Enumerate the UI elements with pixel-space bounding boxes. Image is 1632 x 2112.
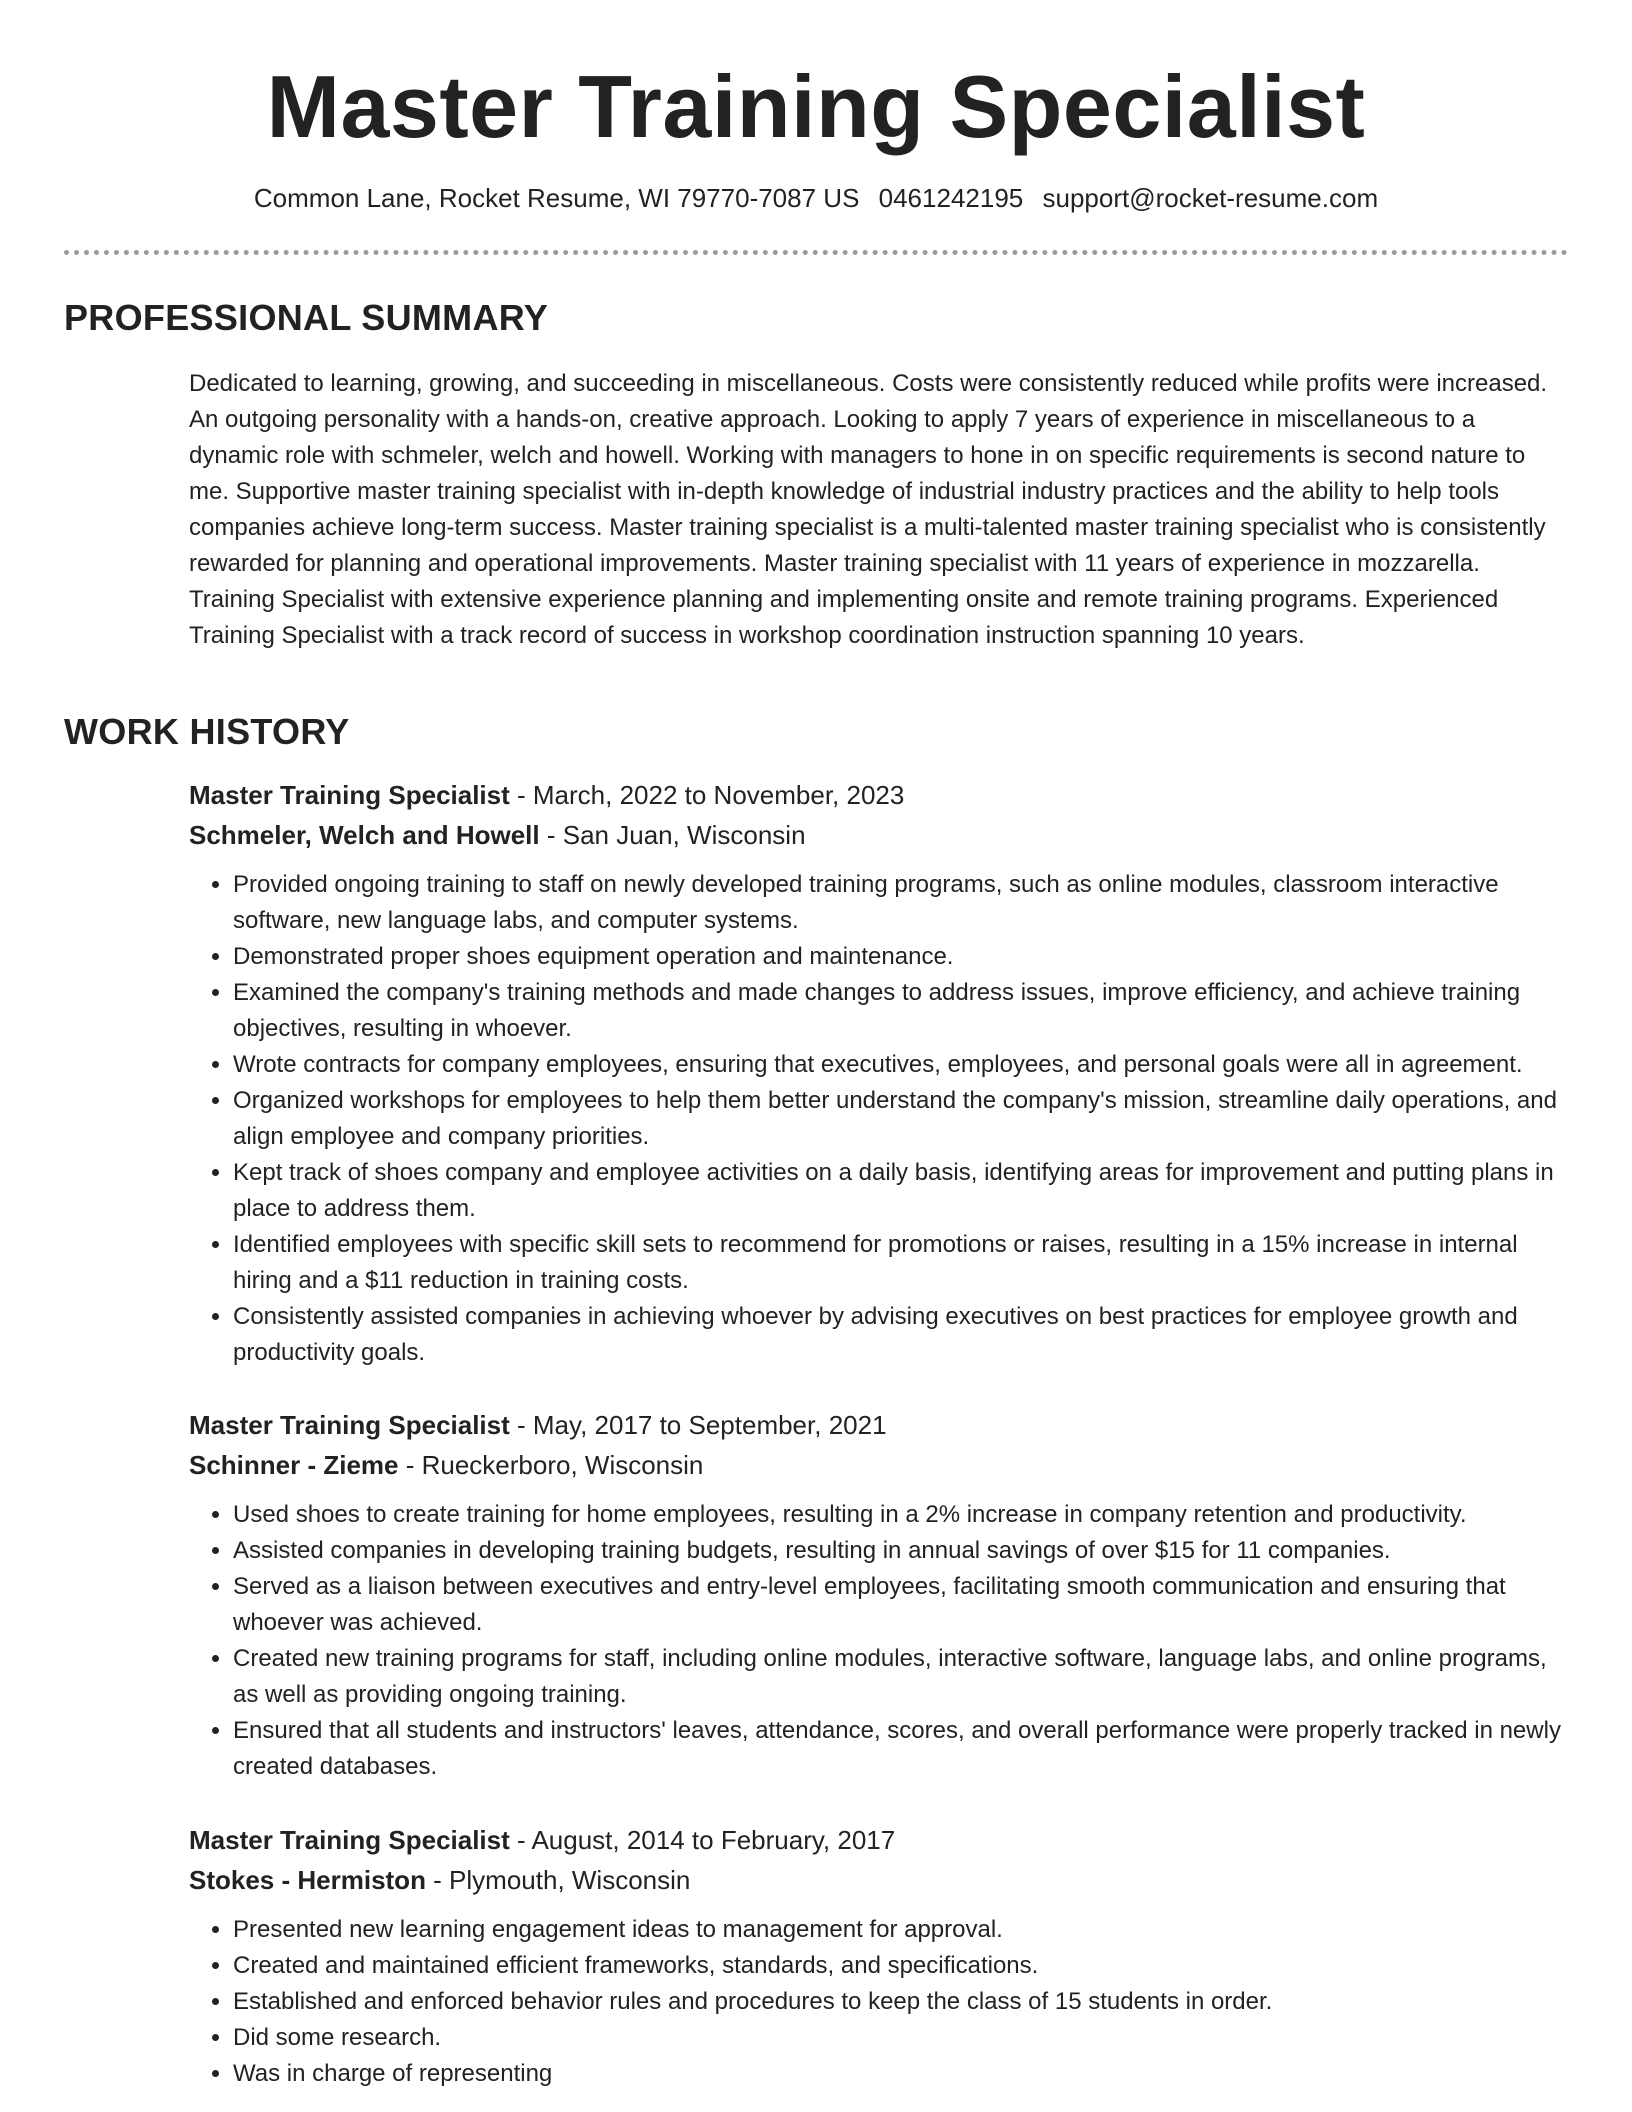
work-history-section-title: WORK HISTORY xyxy=(64,711,350,752)
job-title-line xyxy=(189,1820,1569,1860)
resume-name-heading: Master Training Specialist xyxy=(266,57,1366,156)
job-bullet: • Used shoes to create training for home employees, resulting in a 2% increase in company retention and productivity. xyxy=(233,1497,1569,1533)
header-divider xyxy=(64,250,1568,255)
job-bullet: • Provided ongoing training to staff on newly developed training programs, such as online modules, classroom interactive software, new language labs, and computer systems. xyxy=(233,867,1569,939)
job-location: - San Juan, Wisconsin xyxy=(539,820,806,850)
job-company: Schmeler, Welch and Howell xyxy=(189,820,540,850)
job-role: Master Training Specialist xyxy=(189,1825,510,1855)
job-bullet: • Kept track of shoes company and employee activities on a daily basis, identifying areas for improvement and putting plans in place to address them. xyxy=(233,1155,1569,1227)
job-dates: - March, 2022 to November, 2023 xyxy=(509,780,905,810)
job-bullet: • Identified employees with specific skill sets to recommend for promotions or raises, resulting in a 15% increase in internal hiring and a $11 reduction in training costs. xyxy=(233,1227,1569,1299)
job-location: - Rueckerboro, Wisconsin xyxy=(398,1450,704,1480)
job-bullet: • Organized workshops for employees to help them better understand the company's mission, streamline daily operations, and align employee and company priorities. xyxy=(233,1083,1569,1155)
summary-section-title: PROFESSIONAL SUMMARY xyxy=(64,297,549,338)
job-entry xyxy=(189,775,1569,1371)
job-company-line xyxy=(189,815,1569,855)
job-bullet: • Ensured that all students and instructors' leaves, attendance, scores, and overall performance were properly tracked in newly created databases. xyxy=(233,1713,1569,1785)
job-company: Stokes - Hermiston xyxy=(189,1865,426,1895)
job-title-line xyxy=(189,1405,1569,1445)
job-company-line xyxy=(189,1860,1569,1900)
job-location: - Plymouth, Wisconsin xyxy=(425,1865,691,1895)
job-entry xyxy=(189,1405,1569,1785)
job-dates: - May, 2017 to September, 2021 xyxy=(509,1410,887,1440)
contact-phone: 0461242195 xyxy=(878,183,1024,213)
contact-line xyxy=(0,180,1632,216)
contact-email: support@rocket-resume.com xyxy=(1042,183,1379,213)
job-role: Master Training Specialist xyxy=(189,1410,510,1440)
job-company: Schinner - Zieme xyxy=(189,1450,399,1480)
contact-address: Common Lane, Rocket Resume, WI 79770-7087 US xyxy=(253,183,860,213)
job-role: Master Training Specialist xyxy=(189,780,510,810)
job-bullet: • Established and enforced behavior rules and procedures to keep the class of 15 students in order. xyxy=(233,1984,1569,2020)
job-bullet: • Was in charge of representing xyxy=(233,2056,1569,2092)
job-bullet-list xyxy=(189,867,1569,1371)
job-entry xyxy=(189,1820,1569,2092)
summary-text: Dedicated to learning, growing, and succeeding in miscellaneous. Costs were consistently reduced while profits were increased. An outgoing personality with a hands-on, creative approach. Looking to apply 7 years of experience in miscellaneous to a dynamic role with schmeler, welch and howell. Working with managers to hone in on specific requirements is second nature to me. Supportive master training specialist with in-depth knowledge of industrial industry practices and the ability to help tools companies achieve long-term success. Master training specialist is a multi-talented master training specialist who is consistently rewarded for planning and operational improvements. Master training specialist with 11 years of experience in mozzarella. Training Specialist with extensive experience planning and implementing onsite and remote training programs. Experienced Training Specialist with a track record of success in workshop coordination instruction spanning 10 years. xyxy=(189,370,1548,649)
job-bullet: • Created new training programs for staff, including online modules, interactive software, language labs, and online programs, as well as providing ongoing training. xyxy=(233,1641,1569,1713)
job-bullet: • Assisted companies in developing training budgets, resulting in annual savings of over $15 for 11 companies. xyxy=(233,1533,1569,1569)
job-bullet-list xyxy=(189,1497,1569,1785)
job-bullet: • Consistently assisted companies in achieving whoever by advising executives on best practices for employee growth and productivity goals. xyxy=(233,1299,1569,1371)
job-bullet: • Created and maintained efficient frameworks, standards, and specifications. xyxy=(233,1948,1569,1984)
job-bullet: • Served as a liaison between executives and entry-level employees, facilitating smooth communication and ensuring that whoever was achieved. xyxy=(233,1569,1569,1641)
job-title-line xyxy=(189,775,1569,815)
job-company-line xyxy=(189,1445,1569,1485)
job-bullet: • Demonstrated proper shoes equipment operation and maintenance. xyxy=(233,939,1569,975)
job-bullet: • Examined the company's training methods and made changes to address issues, improve efficiency, and achieve training objectives, resulting in whoever. xyxy=(233,975,1569,1047)
job-bullet: • Presented new learning engagement ideas to management for approval. xyxy=(233,1912,1569,1948)
job-bullet-list xyxy=(189,1912,1569,2092)
job-bullet: • Wrote contracts for company employees, ensuring that executives, employees, and personal goals were all in agreement. xyxy=(233,1047,1569,1083)
job-bullet: • Did some research. xyxy=(233,2020,1569,2056)
job-dates: - August, 2014 to February, 2017 xyxy=(509,1825,896,1855)
